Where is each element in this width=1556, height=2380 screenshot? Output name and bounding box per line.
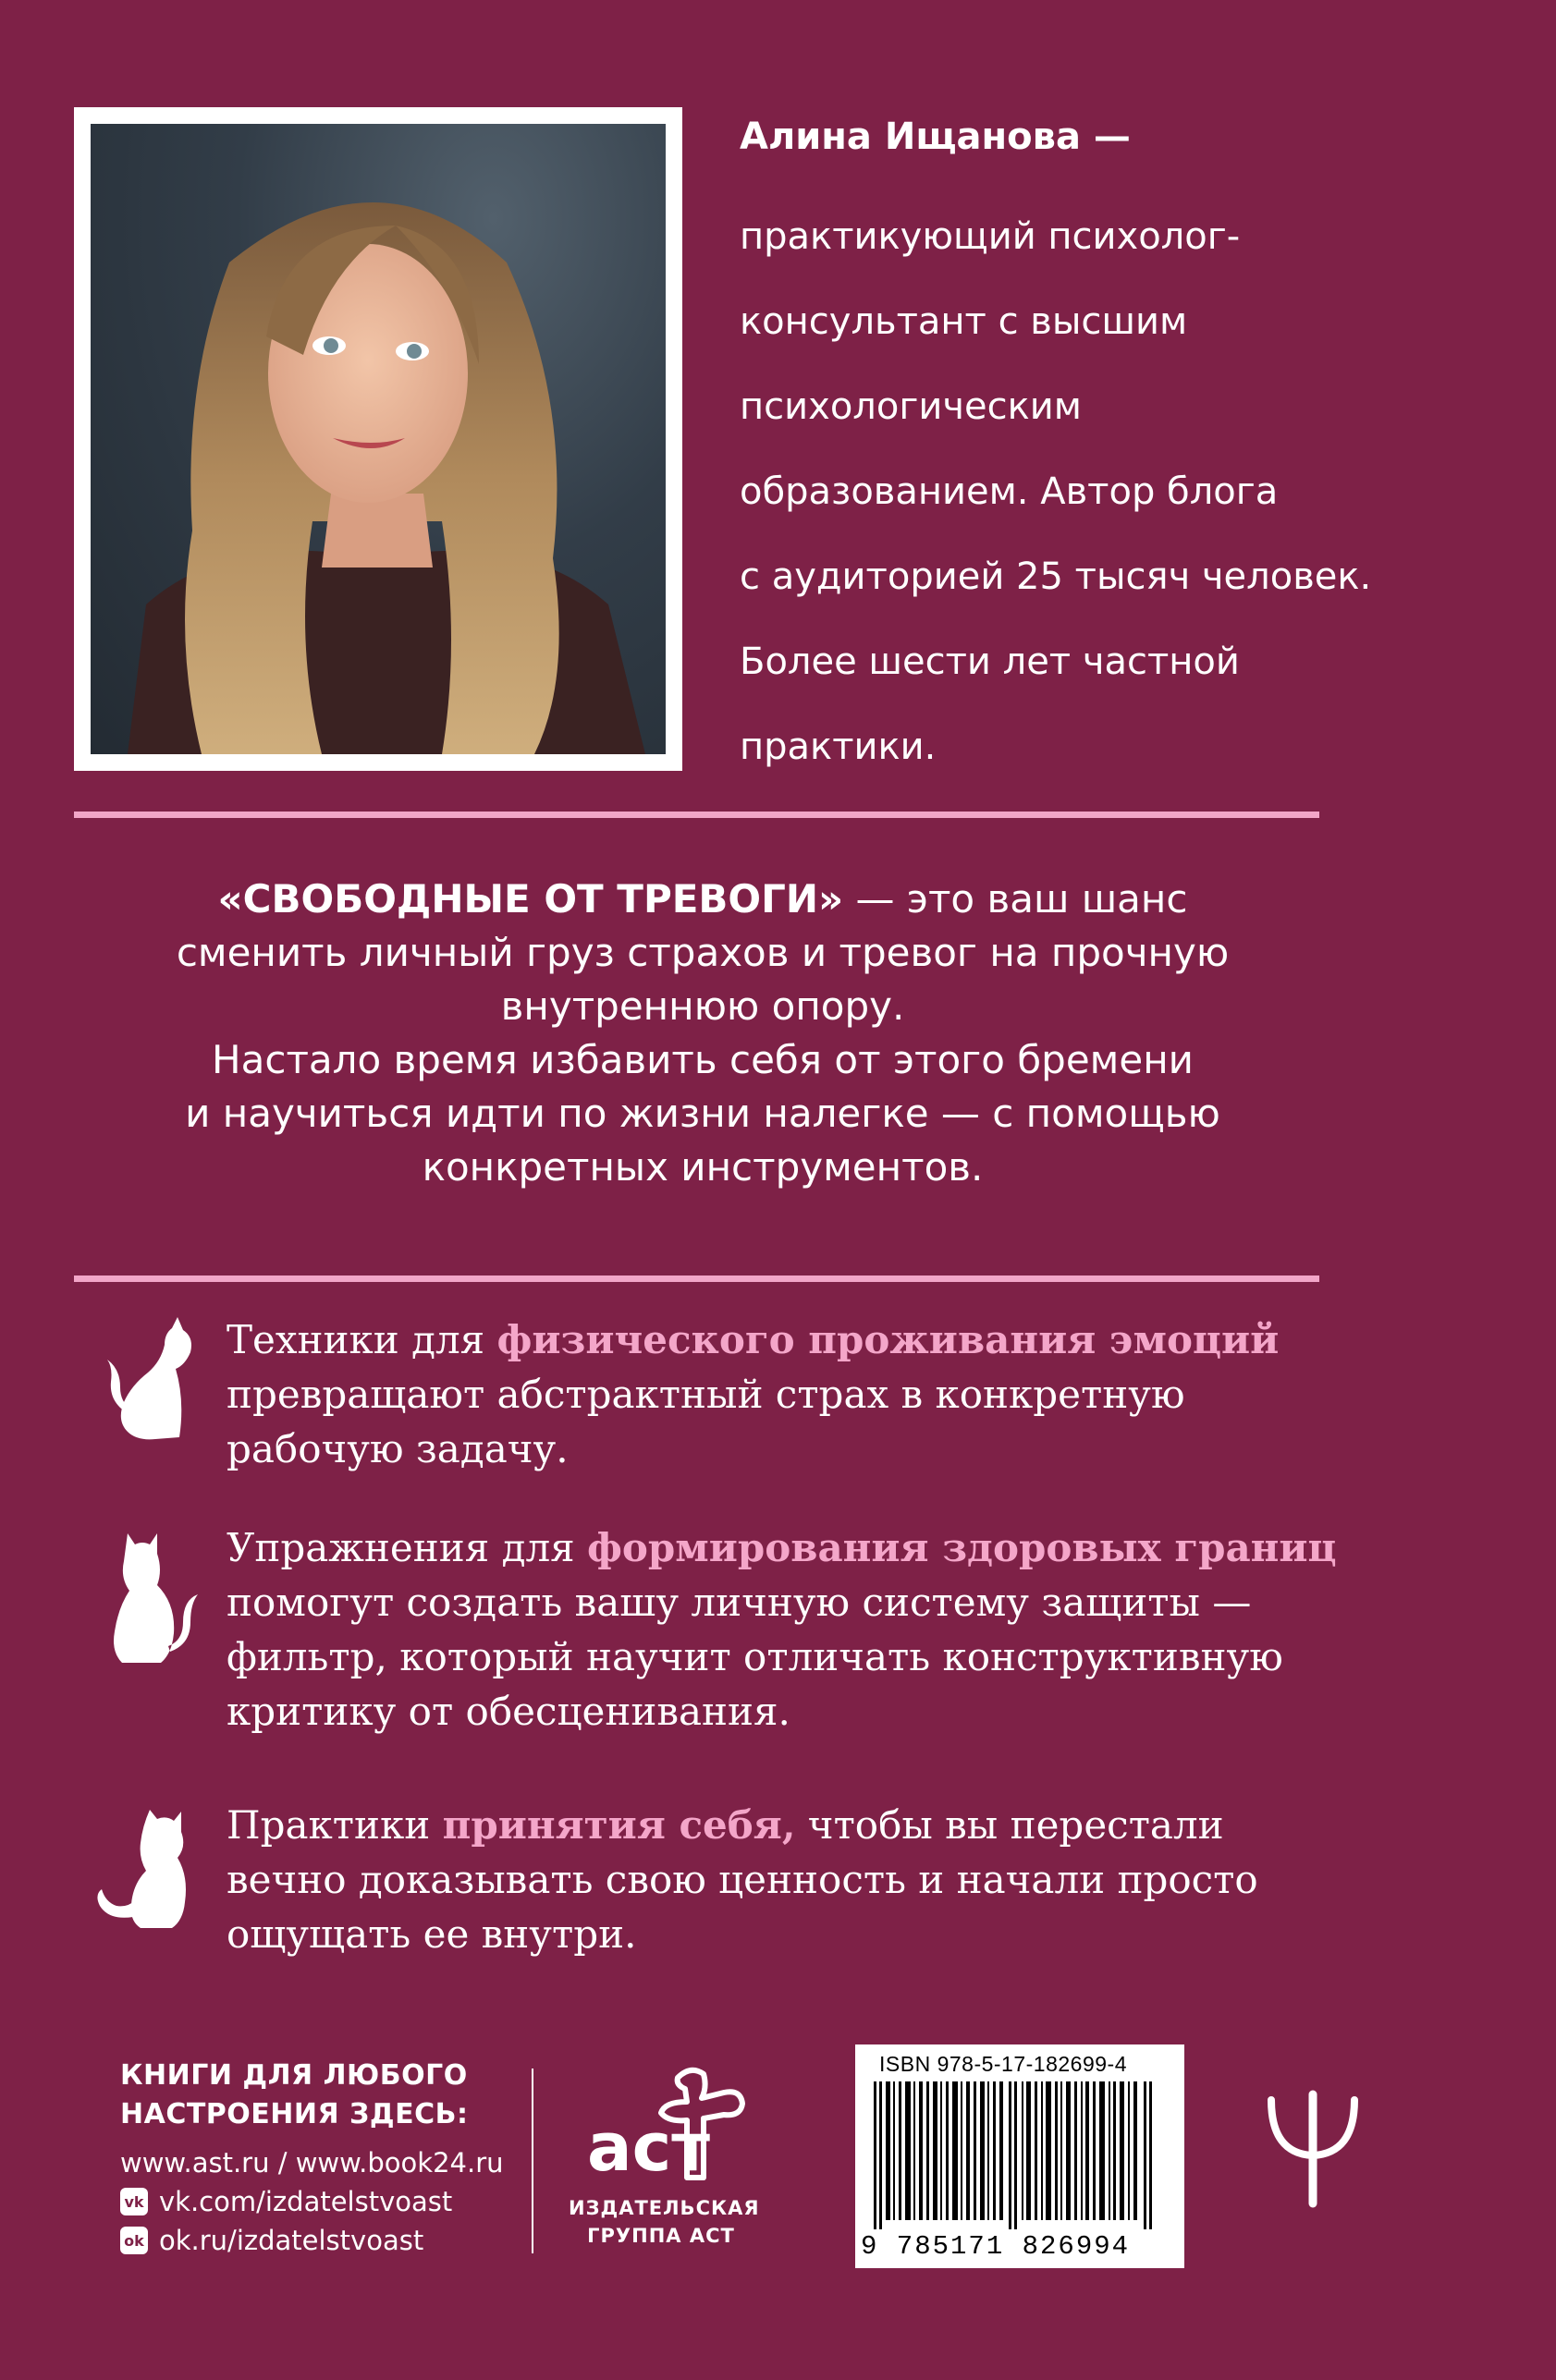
psi-logo-icon [1262, 2089, 1364, 2209]
footer-separator [532, 2069, 533, 2253]
footer-heading: КНИГИ ДЛЯ ЛЮБОГО [120, 2059, 468, 2092]
barcode-bars [874, 2081, 1170, 2229]
vk-link[interactable]: vk.com/izdatelstvoast [159, 2186, 453, 2217]
divider-middle [74, 1275, 1319, 1282]
publisher-name: ГРУППА АСТ [587, 2225, 735, 2247]
intro-block [111, 873, 1294, 1194]
intro-line [111, 873, 1294, 926]
bio-line: Более шести лет частной [740, 641, 1240, 683]
bio-line: консультант с высшим [740, 300, 1188, 343]
publisher-logo [569, 2061, 760, 2250]
book-title: «СВОБОДНЫЕ ОТ ТРЕВОГИ» [217, 876, 844, 921]
cat-icon [100, 1317, 202, 1446]
barcode-digits: 9 785171 826994 [861, 2231, 1131, 2262]
vk-link-row[interactable] [120, 2182, 527, 2221]
author-photo-frame [74, 107, 682, 771]
divider-top [74, 812, 1319, 818]
intro-line: внутреннюю опору. [500, 983, 905, 1029]
bio-line: образованием. Автор блога [740, 470, 1279, 513]
author-portrait-illustration [91, 124, 666, 754]
publisher-name: ИЗДАТЕЛЬСКАЯ [569, 2197, 760, 2219]
isbn-number: ISBN 978-5-17-182699-4 [879, 2052, 1127, 2076]
author-bio [740, 109, 1479, 789]
feature-item: Практики принятия себя, чтобы вы перестали вечно доказывать свою ценность и начали просто ощущать ее внутри. [227, 1802, 1258, 1957]
ok-link-row[interactable] [120, 2221, 527, 2260]
feature-highlight: принятия себя, [442, 1802, 796, 1848]
intro-line: и научиться идти по жизни налегке — с помощью [185, 1091, 1220, 1136]
ast-logo-text: аст [587, 2108, 710, 2186]
author-photo [91, 124, 666, 754]
feature-item: Упражнения для формирования здоровых границ помогут создать вашу личную систему защиты — фильтр, который научит отличать конструктивную критику от обесценивания. [227, 1525, 1337, 1734]
bio-line: практики. [740, 726, 937, 768]
feature-highlight: физического проживания эмоций [496, 1317, 1280, 1362]
bio-line: с аудиторией 25 тысяч человек. [740, 555, 1372, 598]
feature-highlight: формирования здоровых границ [586, 1525, 1337, 1570]
footer-heading: НАСТРОЕНИЯ ЗДЕСЬ: [120, 2098, 469, 2130]
website-links[interactable]: www.ast.ru / www.book24.ru [120, 2147, 504, 2179]
ok-icon: ok [120, 2227, 148, 2254]
feature-item: Техники для физического проживания эмоций превращают абстрактный страх в конкретную рабочую задачу. [227, 1317, 1280, 1471]
intro-line: сменить личный груз страхов и тревог на прочную [176, 930, 1230, 975]
intro-line: Настало время избавить себя от этого бремени [212, 1037, 1194, 1082]
barcode [855, 2044, 1184, 2268]
ast-logo-icon [569, 2061, 753, 2191]
intro-line: конкретных инструментов. [422, 1144, 984, 1190]
ok-link[interactable]: ok.ru/izdatelstvoast [159, 2225, 424, 2256]
vk-icon: vk [120, 2188, 148, 2215]
bio-line: практикующий психолог- [740, 215, 1241, 258]
cat-icon [92, 1802, 203, 1932]
intro-text: — это ваш шанс [843, 876, 1188, 921]
cat-icon [109, 1530, 202, 1668]
author-name: Алина Ищанова — [740, 116, 1131, 158]
bio-line: психологическим [740, 385, 1082, 428]
footer-links [120, 2057, 527, 2260]
